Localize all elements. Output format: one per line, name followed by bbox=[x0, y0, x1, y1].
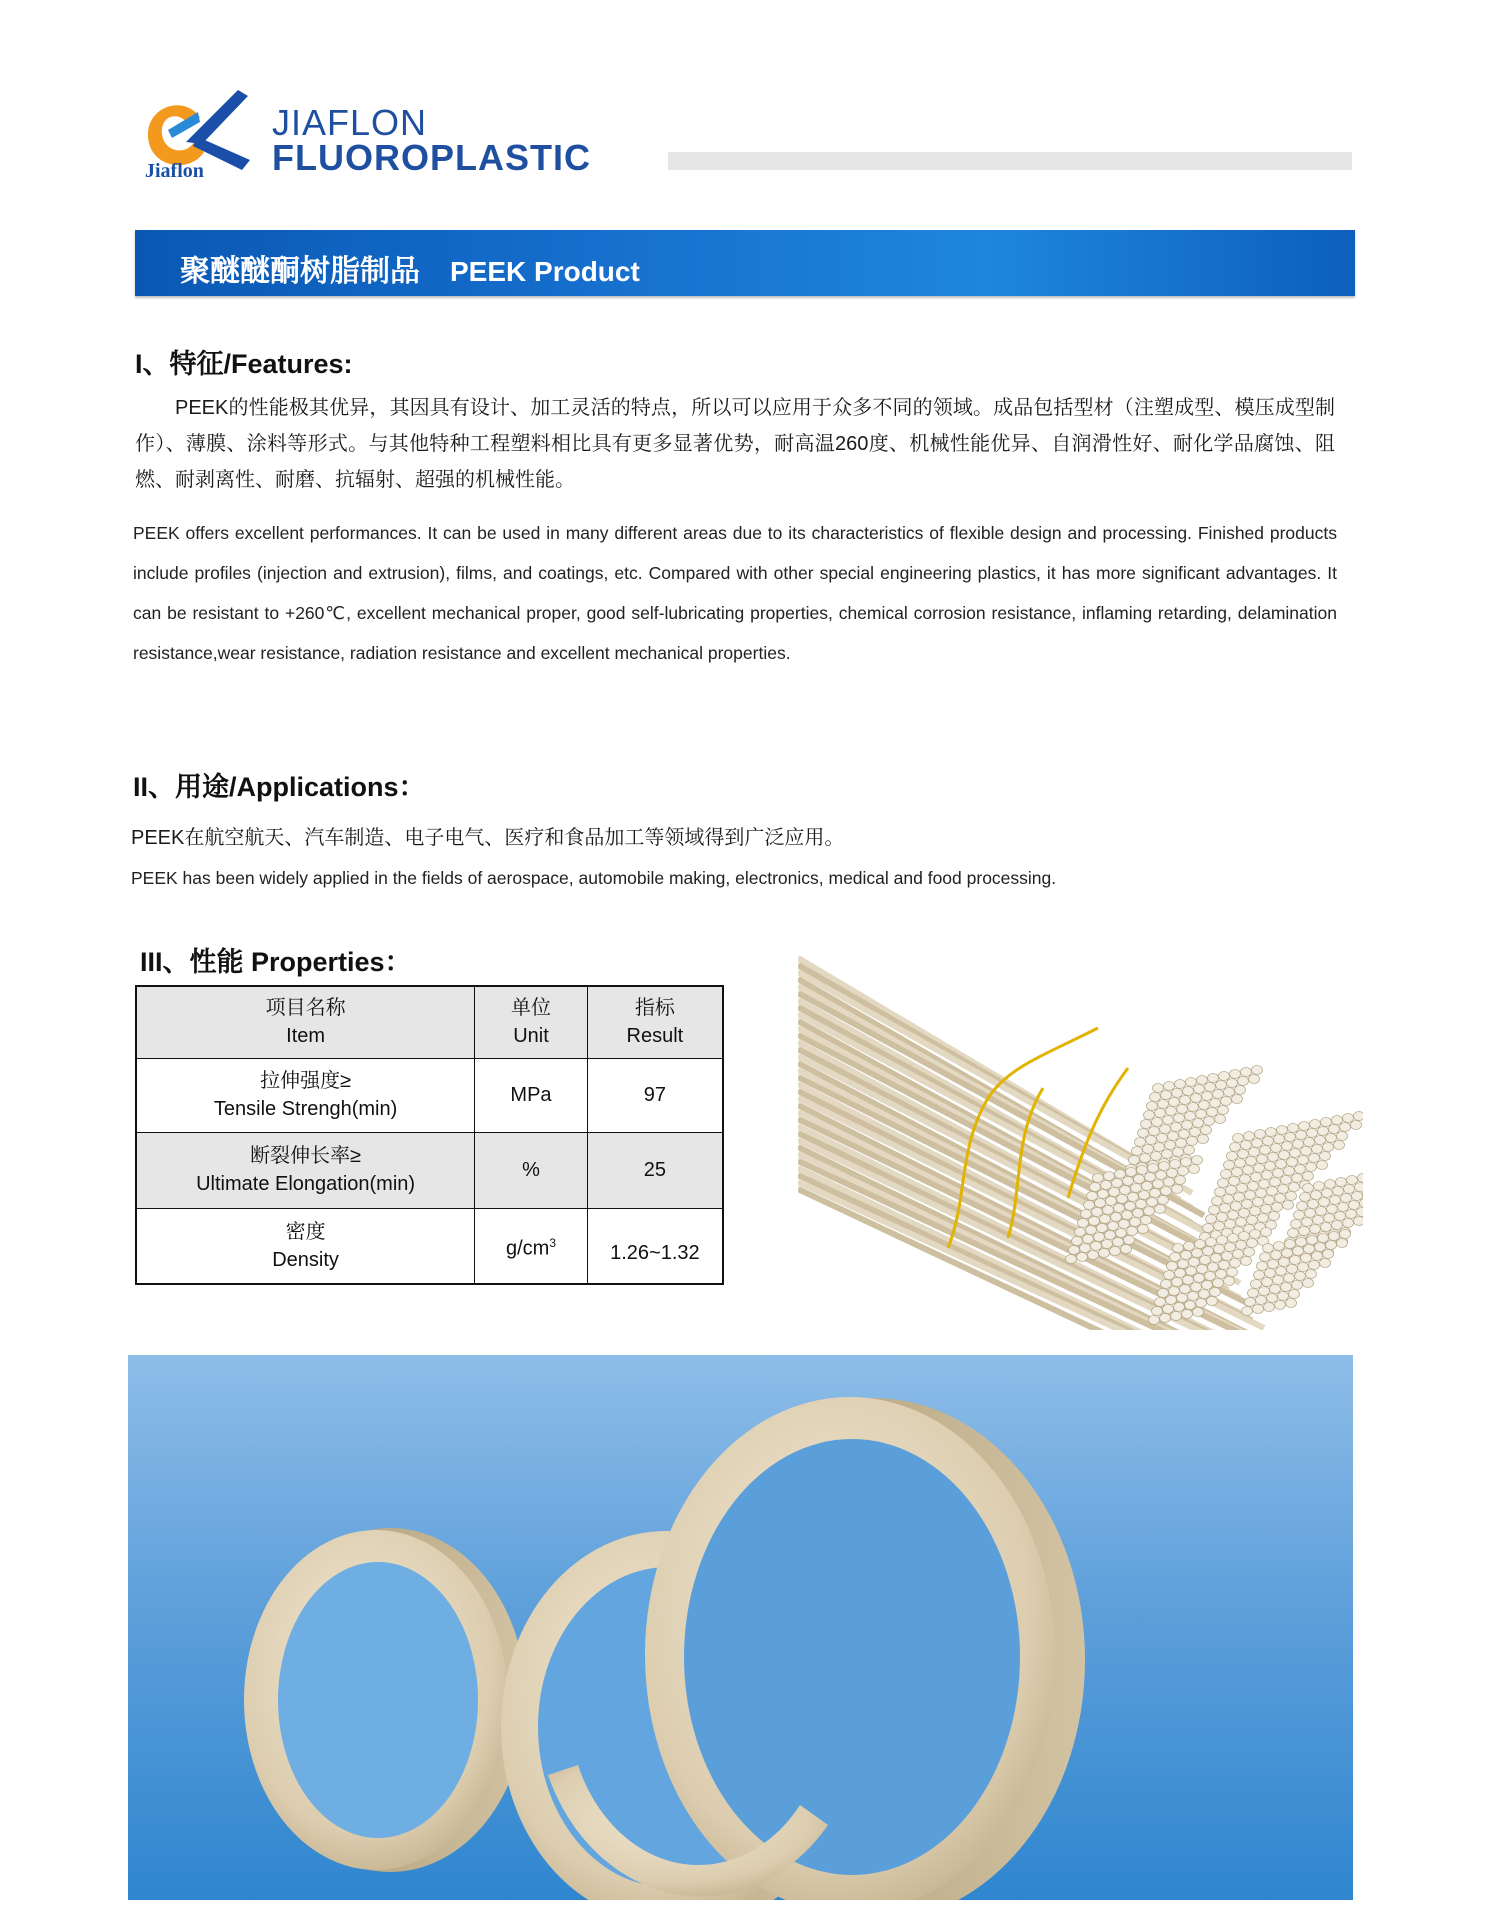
row-name bbox=[136, 1132, 475, 1208]
applications-text-zh: PEEK在航空航天、汽车制造、电子电气、医疗和食品加工等领域得到广泛应用。 bbox=[131, 827, 845, 849]
header-unit bbox=[475, 986, 588, 1058]
row-name-en: Density bbox=[272, 1248, 339, 1271]
header-unit-en: Unit bbox=[513, 1025, 549, 1048]
header-result-zh: 指标 bbox=[634, 997, 675, 1020]
table-row bbox=[136, 1132, 723, 1208]
peek-rings-image bbox=[128, 1355, 1353, 1900]
row-name bbox=[136, 1208, 475, 1284]
row-name-zh: 密度 bbox=[285, 1220, 326, 1243]
brand-subtitle: FLUOROPLASTIC bbox=[272, 137, 591, 178]
header-item bbox=[136, 986, 475, 1058]
row-result: 1.26~1.32 bbox=[587, 1208, 723, 1284]
header-divider bbox=[668, 152, 1352, 170]
row-name bbox=[136, 1058, 475, 1132]
header-unit-zh: 单位 bbox=[510, 997, 551, 1020]
properties-table bbox=[135, 985, 724, 1285]
row-result: 97 bbox=[587, 1058, 723, 1132]
table-row bbox=[136, 1208, 723, 1284]
features-heading: I、特征/Features: bbox=[135, 349, 353, 379]
applications-text-en: PEEK has been widely applied in the fields of aerospace, automobile making, electronics, medical and food processing. bbox=[131, 868, 1057, 888]
row-unit bbox=[475, 1208, 588, 1284]
peek-rings-panel bbox=[128, 1355, 1353, 1900]
header-item-en: Item bbox=[286, 1025, 326, 1048]
header-item-zh: 项目名称 bbox=[265, 997, 346, 1020]
row-unit-text: g/cm bbox=[505, 1237, 550, 1260]
row-unit: MPa bbox=[475, 1058, 588, 1132]
brand-name: JIAFLON bbox=[272, 102, 428, 143]
header-result bbox=[587, 986, 723, 1058]
applications-heading: II、用途/Applications： bbox=[133, 772, 426, 802]
row-unit-sup: 3 bbox=[549, 1235, 556, 1250]
features-text-en: PEEK offers excellent performances. It can be used in many different areas due to its characteristics of flexible design and processing. Finished products include profiles (injection and extrusion), films, and coatings, etc. Compared with other special engineering plastics, it has more significant advantages. It can be resistant to +260℃, excellent mechanical proper, good self-lubricating properties, chemical corrosion resistance, inflaming retarding, delamination resistance,wear resistance, radiation resistance and excellent mechanical properties. bbox=[133, 523, 1337, 663]
logo-wordmark: Jiaflon bbox=[145, 160, 204, 182]
table-header-row bbox=[136, 986, 723, 1058]
banner-title-en: PEEK Product bbox=[450, 256, 640, 287]
table-row bbox=[136, 1058, 723, 1132]
row-name-zh: 断裂伸长率≥ bbox=[250, 1145, 362, 1167]
properties-heading: III、性能 Properties： bbox=[140, 947, 412, 977]
peek-rods-image bbox=[798, 948, 1363, 1330]
header-result-en: Result bbox=[626, 1025, 684, 1048]
banner-title-zh: 聚醚醚酮树脂制品 bbox=[180, 255, 420, 288]
features-text-zh: PEEK的性能极其优异，其因具有设计、加工灵活的特点，所以可以应用于众多不同的领域。成品包括型材（注塑成型、模压成型制作）、薄膜、涂料等形式。与其他特种工程塑料相比具有更多显著优势，耐高温260度、机械性能优异、自润滑性好、耐化学品腐蚀、阻燃、耐剥离性、耐磨、抗辐射、超强的机械性能。 bbox=[135, 397, 1335, 491]
row-unit: % bbox=[475, 1132, 588, 1208]
row-name-zh: 拉伸强度≥ bbox=[260, 1070, 352, 1092]
banner-title bbox=[180, 246, 640, 290]
row-name-en: Tensile Strengh(min) bbox=[213, 1098, 398, 1120]
row-name-en: Ultimate Elongation(min) bbox=[196, 1173, 416, 1195]
row-result: 25 bbox=[587, 1132, 723, 1208]
title-banner bbox=[135, 230, 1355, 296]
